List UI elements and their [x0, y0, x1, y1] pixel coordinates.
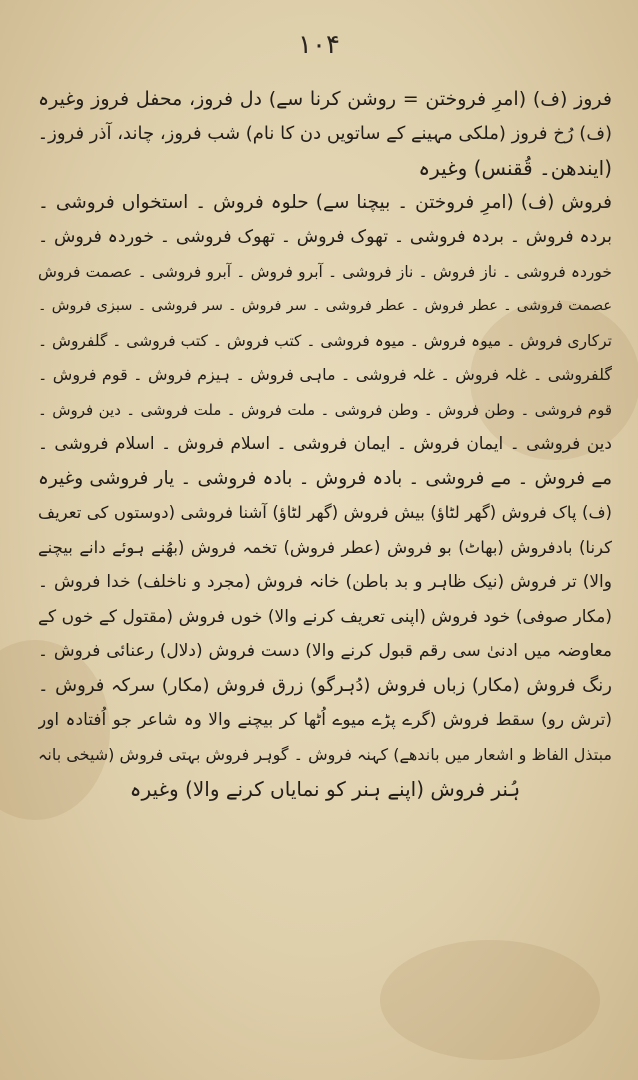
text-line: فروز (ف) (امرِ فروختن = روشن کرنا سے) دل فروز، محفل فروز وغیرہ — [38, 88, 612, 110]
text-line: (مکار صوفی) خود فروش (اپنی تعریف کرنے والا) خوں فروش (مقتول کے خوں کے — [38, 606, 612, 627]
text-line: مبتذل الفاظ و اشعار میں باندھے) کہنہ فروش ۔ گوہر فروش بہتی فروش (شیخی بانہ — [38, 744, 612, 764]
text-line: معاوضہ میں ادنیٰ سی رقم قبول کرنے والا) دست فروش (دلال) رعنائی فروش ۔ — [38, 641, 612, 661]
text-line: ہُنر فروش (اپنے ہنر کو نمایاں کرنے والا) وغیرہ — [129, 777, 521, 801]
page-number: ۱۰۴ — [298, 30, 340, 60]
text-line: مے فروش ۔ مے فروشی ۔ بادہ فروش ۔ بادہ فروشی ۔ یار فروشی وغیرہ — [38, 467, 612, 489]
text-line: قوم فروشی ۔ وطن فروش ۔ وطن فروشی ۔ ملت فروش ۔ ملت فروشی ۔ دین فروش ۔ — [38, 400, 612, 419]
text-line: (ف) پاک فروش (گھر لٹاؤ) بیش فروش (گھر لٹاؤ) آشنا فروشی (دوستوں کی تعریف — [38, 503, 612, 522]
paper-stain — [380, 940, 600, 1060]
text-line: دین فروشی ۔ ایمان فروش ۔ ایمان فروشی ۔ اسلام فروش ۔ اسلام فروشی ۔ — [38, 434, 612, 454]
text-line: (ف) رُخ فروز (ملکی مہینے کے ساتویں دن کا نام) شب فروز، چاند، آذر فروز۔ — [38, 122, 612, 144]
text-line: خوردہ فروشی ۔ ناز فروش ۔ ناز فروشی ۔ آبرو فروش ۔ آبرو فروشی ۔ عصمت فروش — [38, 262, 612, 281]
text-line: ترکاری فروش ۔ میوہ فروش ۔ میوہ فروشی ۔ کتب فروش ۔ کتب فروشی ۔ گلفروش ۔ — [38, 331, 612, 350]
text-line: عصمت فروشی ۔ عطر فروش ۔ عطر فروشی ۔ سر فروش ۔ سر فروشی ۔ سبزی فروش ۔ — [38, 298, 612, 314]
text-line: بردہ فروش ۔ بردہ فروشی ۔ تھوک فروش ۔ تھوک فروشی ۔ خوردہ فروش ۔ — [38, 227, 612, 247]
text-line: والا) تر فروش (نیک ظاہر و بد باطن) خانہ فروش (مجرد و ناخلف) خدا فروش ۔ — [38, 572, 612, 592]
dictionary-text — [38, 82, 612, 807]
text-line: (ترش رو) سقط فروش (گرے پڑے میوے اُٹھا کر بیچنے والا وہ شاعر جو اُفتادہ اور — [38, 710, 612, 730]
text-line: گلفروشی ۔ غلہ فروش ۔ غلہ فروشی ۔ ماہی فروش ۔ ہیزم فروش ۔ قوم فروش ۔ — [38, 365, 612, 384]
text-line: (ایندھن۔ قُقنس) وغیرہ — [418, 156, 612, 180]
text-line: فروش (ف) (امرِ فروختن ۔ بیچنا سے) حلوہ فروش ۔ استخواں فروشی ۔ — [38, 191, 612, 213]
text-line: کرنا) بادفروش (بھاٹ) بو فروش (عطر فروش) تخمہ فروش (بھُنے ہوئے دانے بیچنے — [38, 537, 612, 557]
text-line: رنگ فروش (مکار) زباں فروش (دُہرگو) زرق فروش (مکار) سرکہ فروش ۔ — [38, 674, 612, 696]
